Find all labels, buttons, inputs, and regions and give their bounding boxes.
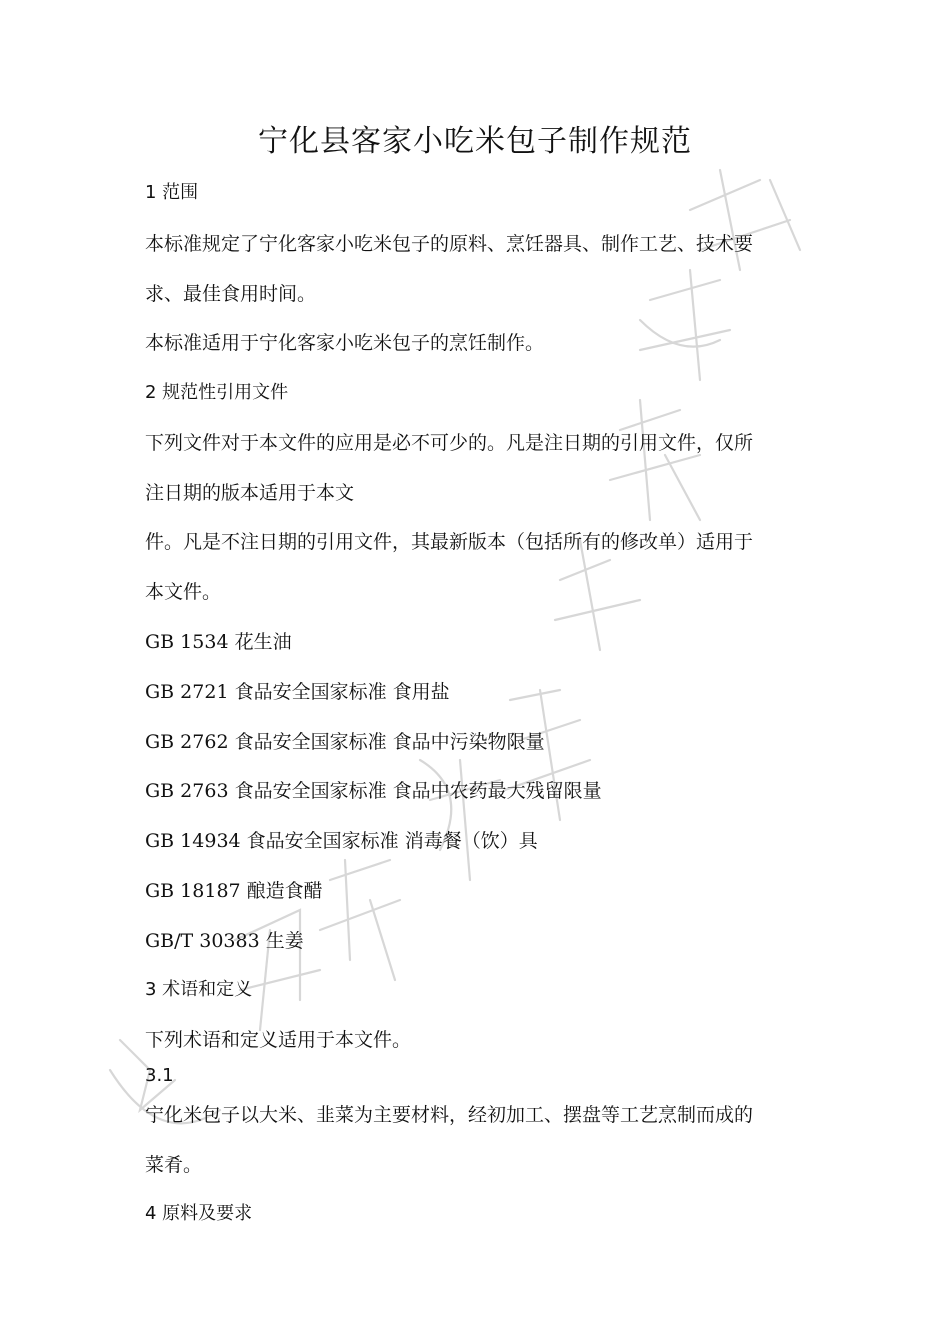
section-heading-references: 2 规范性引用文件 [145,382,289,403]
section-heading-materials: 4 原料及要求 [145,1203,253,1224]
reference-item: GB/T 30383 生姜 [145,930,304,952]
reference-item: GB 1534 花生油 [145,631,292,653]
paragraph-line: 菜肴。 [145,1154,203,1176]
reference-item: GB 2762 食品安全国家标准 食品中污染物限量 [145,731,545,753]
paragraph-line: 注日期的版本适用于本文 [145,482,355,504]
paragraph-line: 求、最佳食用时间。 [145,283,317,305]
section-heading-scope: 1 范围 [145,182,199,203]
paragraph-line: 本标准适用于宁化客家小吃米包子的烹饪制作。 [145,332,545,354]
reference-item: GB 2721 食品安全国家标准 食用盐 [145,681,450,703]
paragraph-line: 本标准规定了宁化客家小吃米包子的原料、烹饪器具、制作工艺、技术要 [145,233,754,255]
paragraph-line: 本文件。 [145,581,222,603]
paragraph-line: 下列文件对于本文件的应用是必不可少的。凡是注日期的引用文件，仅所 [145,432,754,454]
paragraph-line: 宁化米包子以大米、韭菜为主要材料，经初加工、摆盘等工艺烹制而成的 [145,1104,754,1126]
paragraph-line: 件。凡是不注日期的引用文件，其最新版本（包括所有的修改单）适用于 [145,531,754,553]
reference-item: GB 14934 食品安全国家标准 消毒餐（饮）具 [145,830,538,852]
section-heading-terms: 3 术语和定义 [145,979,253,1000]
document-title: 宁化县客家小吃米包子制作规范 [258,124,692,159]
reference-item: GB 2763 食品安全国家标准 食品中农药最大残留限量 [145,780,602,802]
term-number: 3.1 [145,1065,174,1086]
paragraph-line: 下列术语和定义适用于本文件。 [145,1029,412,1051]
reference-item: GB 18187 酿造食醋 [145,880,323,902]
